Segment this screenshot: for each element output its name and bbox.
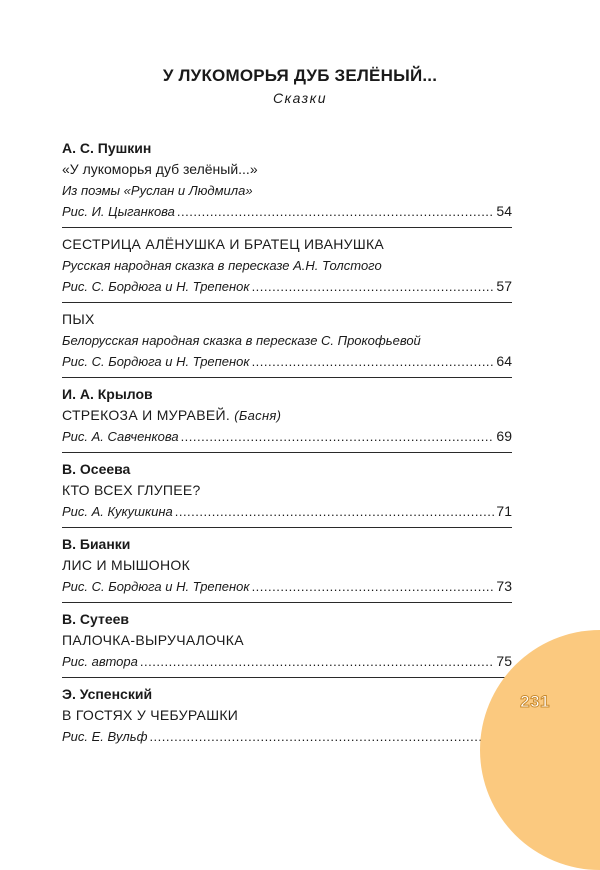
page-number-ref: 73 (496, 578, 512, 594)
toc-entry-sestritsa (62, 227, 512, 302)
work-title: «У лукоморья дуб зелёный...» (62, 161, 258, 177)
dot-leader (177, 201, 495, 222)
work-source: Из поэмы «Руслан и Людмила» (62, 183, 253, 198)
page-number-ref: 64 (496, 353, 512, 369)
section-header (0, 66, 600, 106)
work-source: Русская народная сказка в пересказе А.Н. Толстого (62, 258, 382, 273)
work-title: ПАЛОЧКА-ВЫРУЧАЛОЧКА (62, 632, 244, 648)
toc-entry-suteev (62, 602, 512, 677)
illustrator: Рис. А. Кукушкина (62, 504, 173, 519)
author-name: В. Бианки (62, 536, 131, 552)
illustrator: Рис. С. Бордюга и Н. Трепенок (62, 579, 250, 594)
genre-note: (Басня) (234, 408, 282, 423)
illustrator-line[interactable] (62, 576, 512, 597)
illustrator: Рис. С. Бордюга и Н. Трепенок (62, 354, 250, 369)
toc-entry-bianki (62, 527, 512, 602)
toc-entry-oseeva (62, 452, 512, 527)
illustrator-line[interactable] (62, 276, 512, 297)
illustrator: Рис. С. Бордюга и Н. Трепенок (62, 279, 250, 294)
work-title-line (62, 405, 512, 426)
toc-entry-krylov (62, 377, 512, 452)
author-name: В. Сутеев (62, 611, 129, 627)
page-number-ref: 57 (496, 278, 512, 294)
page-number-ref: 54 (496, 203, 512, 219)
dot-leader (252, 276, 495, 297)
section-title: У ЛУКОМОРЬЯ ДУБ ЗЕЛЁНЫЙ... (162, 66, 438, 85)
illustrator: Рис. А. Савченкова (62, 429, 179, 444)
work-title: СТРЕКОЗА И МУРАВЕЙ. (62, 407, 231, 423)
illustrator-line[interactable] (62, 651, 512, 672)
illustrator-line[interactable] (62, 201, 512, 222)
illustrator-line[interactable] (62, 726, 512, 747)
page-number-ref: 75 (496, 653, 512, 669)
dot-leader (175, 501, 495, 522)
table-of-contents (62, 136, 512, 752)
author-name: В. Осеева (62, 461, 131, 477)
dot-leader (149, 726, 494, 747)
dot-leader (252, 351, 495, 372)
dot-leader (252, 576, 495, 597)
page-number-ref: 69 (496, 428, 512, 444)
toc-entry-pykh (62, 302, 512, 377)
illustrator-line[interactable] (62, 351, 512, 372)
work-title: ПЫХ (62, 311, 95, 327)
section-subtitle: Сказки (272, 90, 328, 106)
work-title: СЕСТРИЦА АЛЁНУШКА И БРАТЕЦ ИВАНУШКА (62, 236, 385, 252)
illustrator-line[interactable] (62, 426, 512, 447)
dot-leader (181, 426, 495, 447)
dot-leader (140, 651, 495, 672)
illustrator: Рис. Е. Вульф (62, 729, 148, 744)
work-source: Белорусская народная сказка в пересказе С. Прокофьевой (62, 333, 421, 348)
work-title: КТО ВСЕХ ГЛУПЕЕ? (62, 482, 201, 498)
work-title: ЛИС И МЫШОНОК (62, 557, 191, 573)
toc-entry-pushkin (62, 136, 512, 227)
work-title: В ГОСТЯХ У ЧЕБУРАШКИ (62, 707, 239, 723)
page-number-ref: 71 (496, 503, 512, 519)
author-name: И. А. Крылов (62, 386, 153, 402)
illustrator-line[interactable] (62, 501, 512, 522)
toc-entry-uspensky (62, 677, 512, 752)
page-number: 231 (520, 692, 550, 711)
author-name: А. С. Пушкин (62, 140, 152, 156)
illustrator: Рис. И. Цыганкова (62, 204, 175, 219)
author-name: Э. Успенский (62, 686, 153, 702)
illustrator: Рис. автора (62, 654, 138, 669)
